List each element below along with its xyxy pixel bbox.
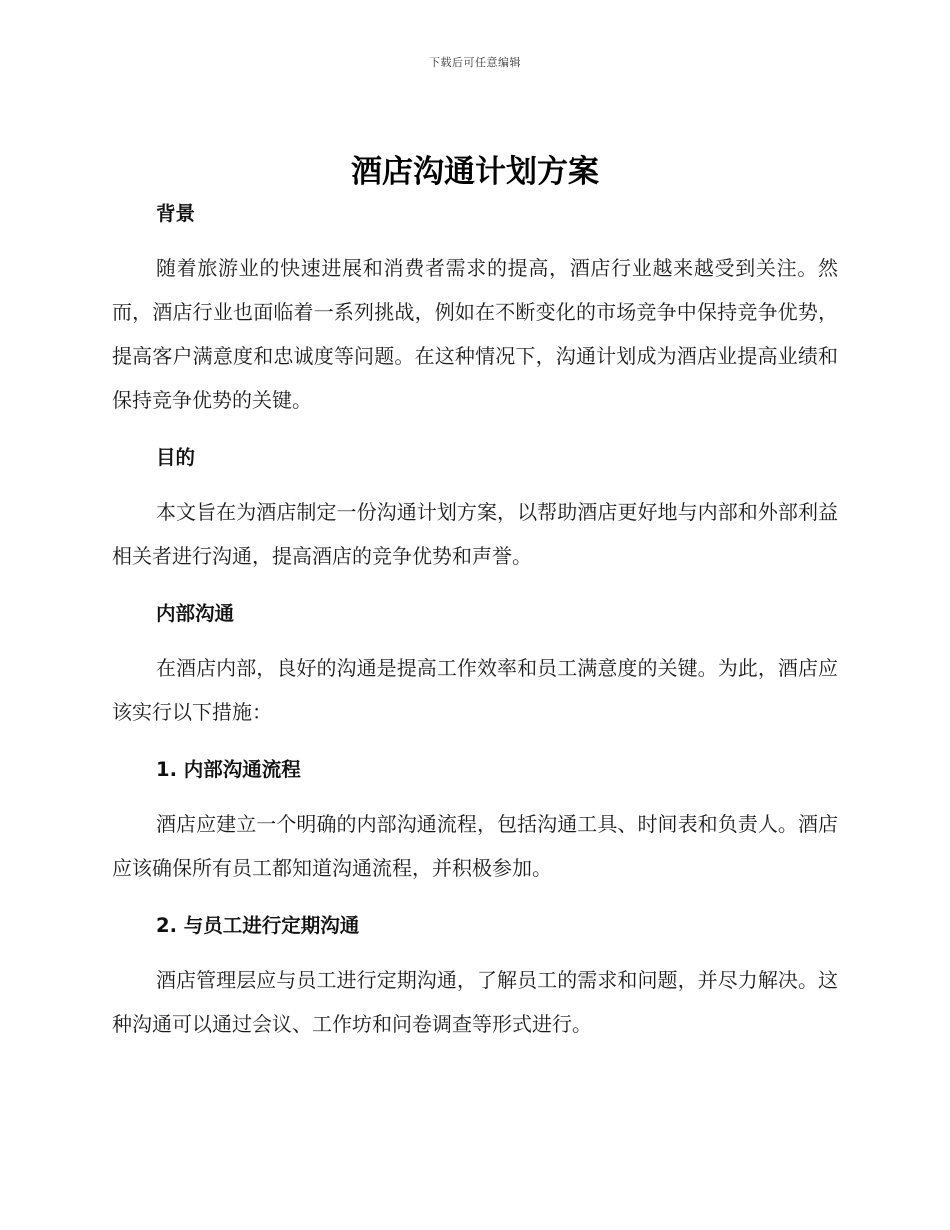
section-paragraph: 酒店管理层应与员工进行定期沟通，了解员工的需求和问题，并尽力解决。这种沟通可以通过会议、工作坊和问卷调查等形式进行。 [112, 968, 838, 1036]
section-background [112, 200, 838, 444]
section-paragraph: 本文旨在为酒店制定一份沟通计划方案，以帮助酒店更好地与内部和外部利益相关者进行沟通，提高酒店的竞争优势和声誉。 [112, 500, 838, 568]
section-internal-process [112, 756, 838, 912]
section-purpose [112, 444, 838, 600]
section-heading: 1. 内部沟通流程 [156, 758, 301, 781]
section-regular-staff-communication [112, 912, 838, 1046]
section-paragraph: 酒店应建立一个明确的内部沟通流程，包括沟通工具、时间表和负责人。酒店应该确保所有员工都知道沟通流程，并积极参加。 [112, 812, 838, 880]
section-internal-communication [112, 600, 838, 756]
page-header-note: 下载后可任意编辑 [429, 56, 521, 69]
document-body [112, 150, 838, 1046]
section-paragraph: 在酒店内部，良好的沟通是提高工作效率和员工满意度的关键。为此，酒店应该实行以下措施： [112, 656, 838, 724]
section-heading: 2. 与员工进行定期沟通 [156, 914, 360, 937]
section-heading: 背景 [156, 202, 196, 225]
section-heading: 目的 [156, 446, 196, 469]
section-paragraph: 随着旅游业的快速进展和消费者需求的提高，酒店行业越来越受到关注。然而，酒店行业也面临着一系列挑战，例如在不断变化的市场竞争中保持竞争优势，提高客户满意度和忠诚度等问题。在这种情况下，沟通计划成为酒店业提高业绩和保持竞争优势的关键。 [112, 256, 838, 412]
section-heading: 内部沟通 [156, 602, 235, 625]
document-title: 酒店沟通计划方案 [351, 154, 599, 190]
